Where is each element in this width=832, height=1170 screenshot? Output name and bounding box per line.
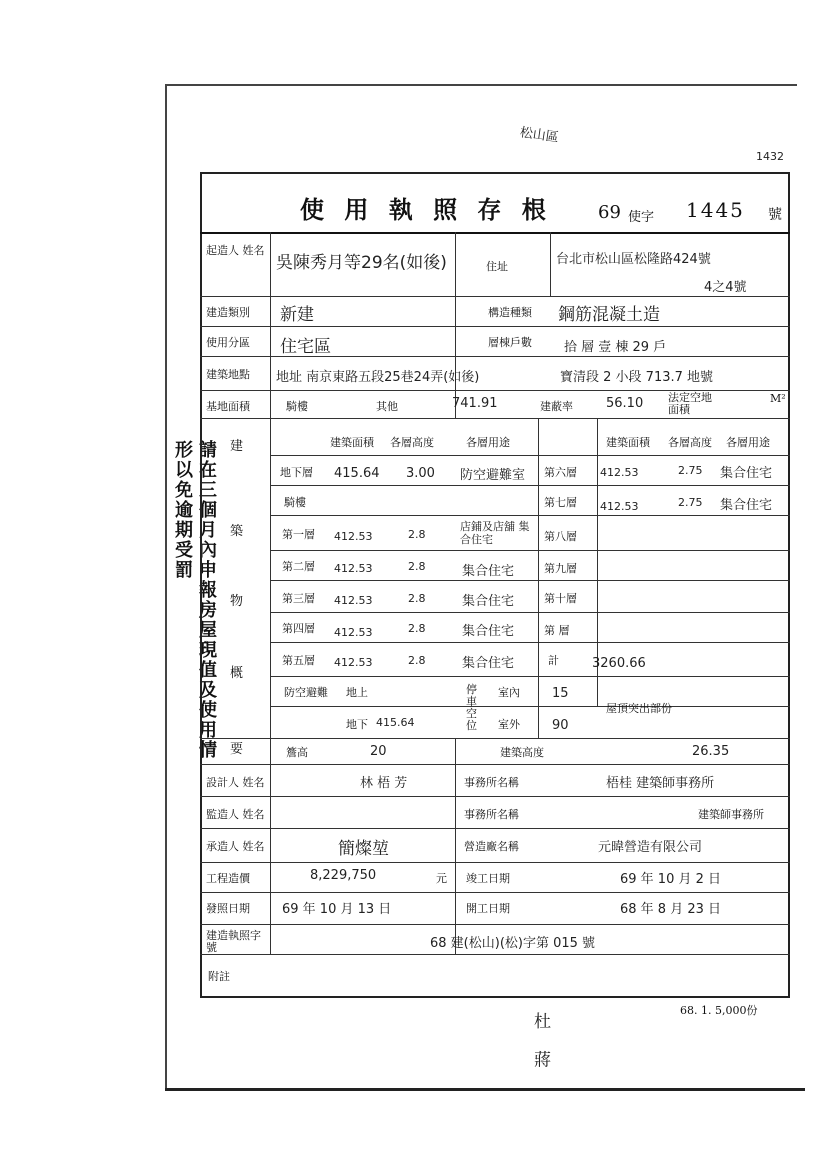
- col-rule: [455, 738, 456, 954]
- col-rule: [455, 232, 456, 418]
- floor-label-6: 第六層: [544, 466, 577, 479]
- side-label-2: 築: [230, 524, 244, 539]
- left-header-area: 建築面積: [330, 436, 374, 449]
- right-header-area: 建築面積: [606, 436, 650, 449]
- shelter-underground: 地下: [346, 718, 368, 731]
- margin-note: 請在三個月內申報房屋現值及使用情形以免逾期受罰: [172, 440, 217, 760]
- parking-outdoor: 室外: [498, 718, 520, 731]
- floor-label-3: 第三層: [282, 592, 315, 605]
- rule: [200, 862, 790, 863]
- address-value: 台北市松山區松隆路424號: [556, 252, 711, 267]
- floor-height-7: 2.75: [678, 496, 703, 509]
- rule: [200, 764, 790, 765]
- top-stamp: 松山區: [518, 125, 560, 146]
- side-label-5: 要: [230, 742, 244, 757]
- rule: [270, 580, 790, 581]
- floor-label-arcade: 騎樓: [284, 496, 306, 509]
- floor-label-1: 第一層: [282, 528, 315, 541]
- floors-value: 拾 層 壹 棟 29 戶: [564, 340, 667, 355]
- col-rule: [550, 232, 551, 296]
- right-header-height: 各層高度: [668, 436, 712, 449]
- form-title: 使 用 執 照 存 根: [300, 195, 552, 224]
- lot-value: 寶清段 2 小段 713.7 地號: [560, 370, 714, 385]
- scan-bottom-edge: [165, 1088, 805, 1091]
- floor-label-9: 第九層: [544, 562, 577, 575]
- eave-label: 簷高: [286, 746, 308, 759]
- supervisor-office-value: 建築師事務所: [698, 808, 764, 821]
- contractor-label: 承造人 姓名: [206, 840, 265, 853]
- parking-indoor-value: 15: [552, 686, 569, 701]
- rule: [200, 924, 790, 925]
- rule: [200, 232, 790, 234]
- floor-height-1: 2.8: [408, 528, 426, 541]
- floor-label-7: 第七層: [544, 496, 577, 509]
- floor-height-3: 2.8: [408, 592, 426, 605]
- floor-area-b1: 415.64: [334, 466, 380, 481]
- zone-label: 使用分區: [206, 336, 250, 349]
- permit-label: 建造執照字號: [206, 929, 261, 954]
- rule: [200, 738, 790, 739]
- site-value: 地址 南京東路五段25巷24弄(如後): [276, 370, 480, 385]
- parking-outdoor-value: 90: [552, 718, 569, 733]
- rule: [200, 326, 790, 327]
- structure-value: 鋼筋混凝土造: [558, 305, 660, 325]
- floor-use-3: 集合住宅: [462, 594, 515, 609]
- complete-label: 竣工日期: [466, 872, 510, 885]
- address-value-2: 4之4號: [704, 280, 747, 295]
- left-header-use: 各層用途: [466, 436, 510, 449]
- rule: [200, 892, 790, 893]
- floor-height-4: 2.8: [408, 622, 426, 635]
- floor-area-3: 412.53: [334, 594, 373, 607]
- rule: [200, 296, 790, 297]
- zone-value: 住宅區: [280, 337, 331, 357]
- col-rule: [538, 418, 539, 738]
- floor-label-5: 第五層: [282, 654, 315, 667]
- right-header-use: 各層用途: [726, 436, 770, 449]
- contractor-value: 簡燦堃: [338, 839, 389, 859]
- building-height-label: 建築高度: [500, 746, 544, 759]
- supervisor-label: 監造人 姓名: [206, 808, 265, 821]
- cost-value: 8,229,750: [310, 868, 377, 883]
- rule: [200, 418, 790, 419]
- rule: [270, 485, 790, 486]
- designer-office-label: 事務所名稱: [464, 776, 519, 789]
- floor-area-7: 412.53: [600, 500, 639, 513]
- site-label: 建築地點: [206, 368, 250, 381]
- floor-area-total: 3260.66: [592, 656, 646, 671]
- builder-label: 起造人 姓名: [206, 244, 265, 257]
- floor-label-total: 計: [548, 654, 559, 667]
- rule: [270, 612, 790, 613]
- building-height-value: 26.35: [692, 744, 730, 759]
- rule: [270, 706, 790, 707]
- open-space-label: 法定空地面積: [668, 391, 712, 416]
- remarks-label: 附註: [208, 970, 230, 983]
- floor-height-6: 2.75: [678, 464, 703, 477]
- issue-value: 69 年 10 月 13 日: [282, 902, 392, 917]
- floor-use-4: 集合住宅: [462, 624, 515, 639]
- header-number: 1445: [686, 198, 745, 222]
- floor-use-1: 店鋪及店舖 集合住宅: [460, 520, 530, 546]
- header-word: 使字: [628, 210, 655, 225]
- left-header-height: 各層高度: [390, 436, 434, 449]
- rule: [270, 515, 790, 516]
- floor-label-4: 第四層: [282, 622, 315, 635]
- col-rule: [270, 232, 271, 954]
- signature-names: 杜 蔣: [530, 1012, 550, 1076]
- roof-label: 屋頂突出部份: [606, 702, 672, 715]
- floor-height-5: 2.8: [408, 654, 426, 667]
- permit-value: 68 建(松山)(松)字第 015 號: [430, 936, 596, 951]
- rule: [270, 676, 790, 677]
- floor-area-6: 412.53: [600, 466, 639, 479]
- floor-height-2: 2.8: [408, 560, 426, 573]
- floor-area-4: 412.53: [334, 626, 373, 639]
- shelter-underground-value: 415.64: [376, 716, 415, 729]
- floor-area-5: 412.53: [334, 656, 373, 669]
- top-code: 1432: [756, 150, 784, 163]
- floor-label-8: 第八層: [544, 530, 577, 543]
- area-arcade: 騎樓: [286, 400, 308, 413]
- floor-area-2: 412.53: [334, 562, 373, 575]
- complete-value: 69 年 10 月 2 日: [620, 872, 722, 887]
- side-label-3: 物: [230, 594, 244, 609]
- floor-use-7: 集合住宅: [720, 498, 773, 513]
- start-value: 68 年 8 月 23 日: [620, 902, 722, 917]
- floor-use-5: 集合住宅: [462, 656, 515, 671]
- builder-value: 吳陳秀月等29名(如後): [276, 253, 447, 273]
- header-suffix: 號: [768, 207, 782, 223]
- floor-label-extra: 第 層: [544, 624, 570, 637]
- designer-label: 設計人 姓名: [206, 776, 265, 789]
- rule: [270, 550, 790, 551]
- area-label: 基地面積: [206, 400, 250, 413]
- unit-m2: M²: [770, 392, 786, 405]
- shelter-label: 防空避難: [284, 686, 328, 699]
- floor-label-10: 第十層: [544, 592, 577, 605]
- build-type-value: 新建: [280, 305, 314, 325]
- scan-left-edge: [165, 84, 167, 1089]
- scan-top-edge: [165, 84, 797, 86]
- header-year: 69: [598, 202, 621, 223]
- floors-label: 層棟戶數: [488, 336, 532, 349]
- side-label-1: 建: [230, 439, 244, 454]
- contractor-firm-label: 營造廠名稱: [464, 840, 519, 853]
- floor-label-2: 第二層: [282, 560, 315, 573]
- build-type-label: 建造類別: [206, 306, 250, 319]
- floor-height-b1: 3.00: [406, 466, 435, 481]
- shelter-ground: 地上: [346, 686, 368, 699]
- area-other-value: 741.91: [452, 396, 498, 411]
- structure-label: 構造種類: [488, 306, 532, 319]
- eave-value: 20: [370, 744, 387, 759]
- issue-label: 發照日期: [206, 902, 250, 915]
- coverage-value: 56.10: [606, 396, 644, 411]
- address-label: 住址: [486, 260, 508, 273]
- coverage-label: 建蔽率: [540, 400, 573, 413]
- cost-unit: 元: [436, 872, 447, 885]
- parking-indoor: 室內: [498, 686, 520, 699]
- side-label-4: 概: [230, 666, 244, 681]
- designer-office-value: 梧桂 建築師事務所: [606, 776, 715, 791]
- rule: [200, 828, 790, 829]
- rule: [200, 954, 790, 955]
- parking-label: 停車空位: [466, 683, 477, 732]
- cost-label: 工程造價: [206, 872, 250, 885]
- print-info: 68. 1. 5,000份: [680, 1004, 758, 1017]
- rule: [270, 455, 790, 456]
- floor-area-1: 412.53: [334, 530, 373, 543]
- floor-use-2: 集合住宅: [462, 564, 515, 579]
- rule: [200, 796, 790, 797]
- start-label: 開工日期: [466, 902, 510, 915]
- floor-use-6: 集合住宅: [720, 466, 773, 481]
- supervisor-office-label: 事務所名稱: [464, 808, 519, 821]
- area-other: 其他: [376, 400, 398, 413]
- designer-value: 林 梧 芳: [360, 776, 408, 791]
- contractor-firm-value: 元暐營造有限公司: [598, 840, 703, 855]
- floor-label-b1: 地下層: [280, 466, 313, 479]
- rule: [270, 642, 790, 643]
- floor-use-b1: 防空避難室: [460, 468, 526, 483]
